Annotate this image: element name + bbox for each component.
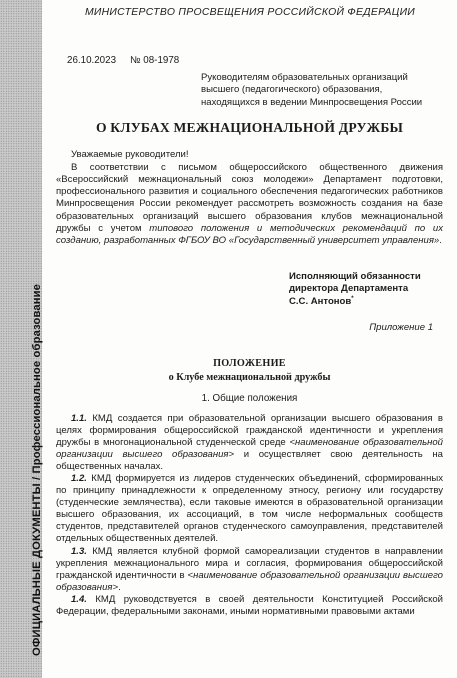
section-heading: 1. Общие положения [201,393,298,404]
clause-number: 1.2. [71,473,87,485]
sidebar-label: ОФИЦИАЛЬНЫЕ ДОКУМЕНТЫ / Профессиональное образование [31,283,43,656]
clause-italic: <наименование образовательной организации высшего образования> [56,569,443,593]
recipient-block [201,72,443,109]
clause-number: 1.1. [71,413,87,424]
clause-item [56,413,443,473]
clause-text: КМД является клубной формой самореализации студентов в направлении укрепления межнационального мира и согласия, формирования общероссийской гражданской идентичности в [56,545,443,581]
clause-text-end: и осуществляет свою деятельность на общественных началах. [56,449,443,473]
signature-line: директора Департамента [289,283,409,295]
date-line [67,55,193,67]
clause-item [56,473,443,545]
clause-italic: <наименование образовательной организации высшего образования> [56,437,443,461]
recipient-line: Руководителям образовательных организаций [201,72,408,83]
signature-name [289,296,439,308]
footnote-mark: * [351,295,354,302]
document-number: № 08-1978 [130,55,180,66]
clause-text-end: . [118,581,121,593]
recipient-line: высшего (педагогического) образования, [201,84,383,96]
signature-name-text: С.С. Антонов [289,295,352,307]
ministry-header: МИНИСТЕРСТВО ПРОСВЕЩЕНИЯ РОССИЙСКОЙ ФЕДЕРАЦИИ [84,7,416,18]
greeting: Уважаемые руководители! [71,149,189,160]
body-text: В соответствии с письмом общероссийского общественного движения «Всероссийский межнациональный союз молодежи» Департамент подготовки, профессионального развития и социального обеспечения педагогических работников Минпросвещения России рекомендует рассмотреть возможность создания на базе образовательных организаций высшего образования клубов межнациональной дружбы с учетом [56,162,443,234]
clause-text: КМД создается при образовательной организации высшего образования в целях формирования общероссийской гражданской идентичности и укрепления дружбы в многонациональной студенческой среде [56,413,443,449]
clause-item [56,594,443,618]
letter-body [56,162,443,247]
clause-text: КМД формируется из лидеров студенческих объединений, сформированных по принципу принадлежности к определенному этносу, региону или государству (студенческие землячества), если таковые имеются в образовательной организации высшего образования, их ассоциаций, в том числе неформальных сообществ студентов, представителей органов студенческого самоуправления, представителей отдельных общественных деятелей. [56,473,443,545]
body-text-end: . [439,234,442,246]
clause-list [56,413,443,618]
letter-title: О КЛУБАХ МЕЖНАЦИОНАЛЬНОЙ ДРУЖБЫ [95,120,404,135]
body-italic-text: типового положения и методических рекомендаций по их созданию, разработанных ФГБОУ ВО «Государственный университет управления» [56,222,443,246]
appendix-title: ПОЛОЖЕНИЕ [213,358,286,369]
signature-block [289,271,439,308]
appendix-subtitle: о Клубе межнациональной дружбы [168,372,331,383]
recipient-line: находящихся в ведении Минпросвещения России [201,96,423,108]
document-date: 26.10.2023 [67,55,117,66]
clause-number: 1.4. [71,593,87,605]
appendix-label: Приложение 1 [369,322,433,333]
sidebar-strip [0,0,42,678]
clause-item [56,546,443,594]
clause-text: КМД руководствуется в своей деятельности Конституцией Российской Федерации, федеральными законами, иными нормативными правовыми актами [56,593,443,617]
signature-line: Исполняющий обязанности [289,271,421,282]
clause-number: 1.3. [71,545,87,557]
